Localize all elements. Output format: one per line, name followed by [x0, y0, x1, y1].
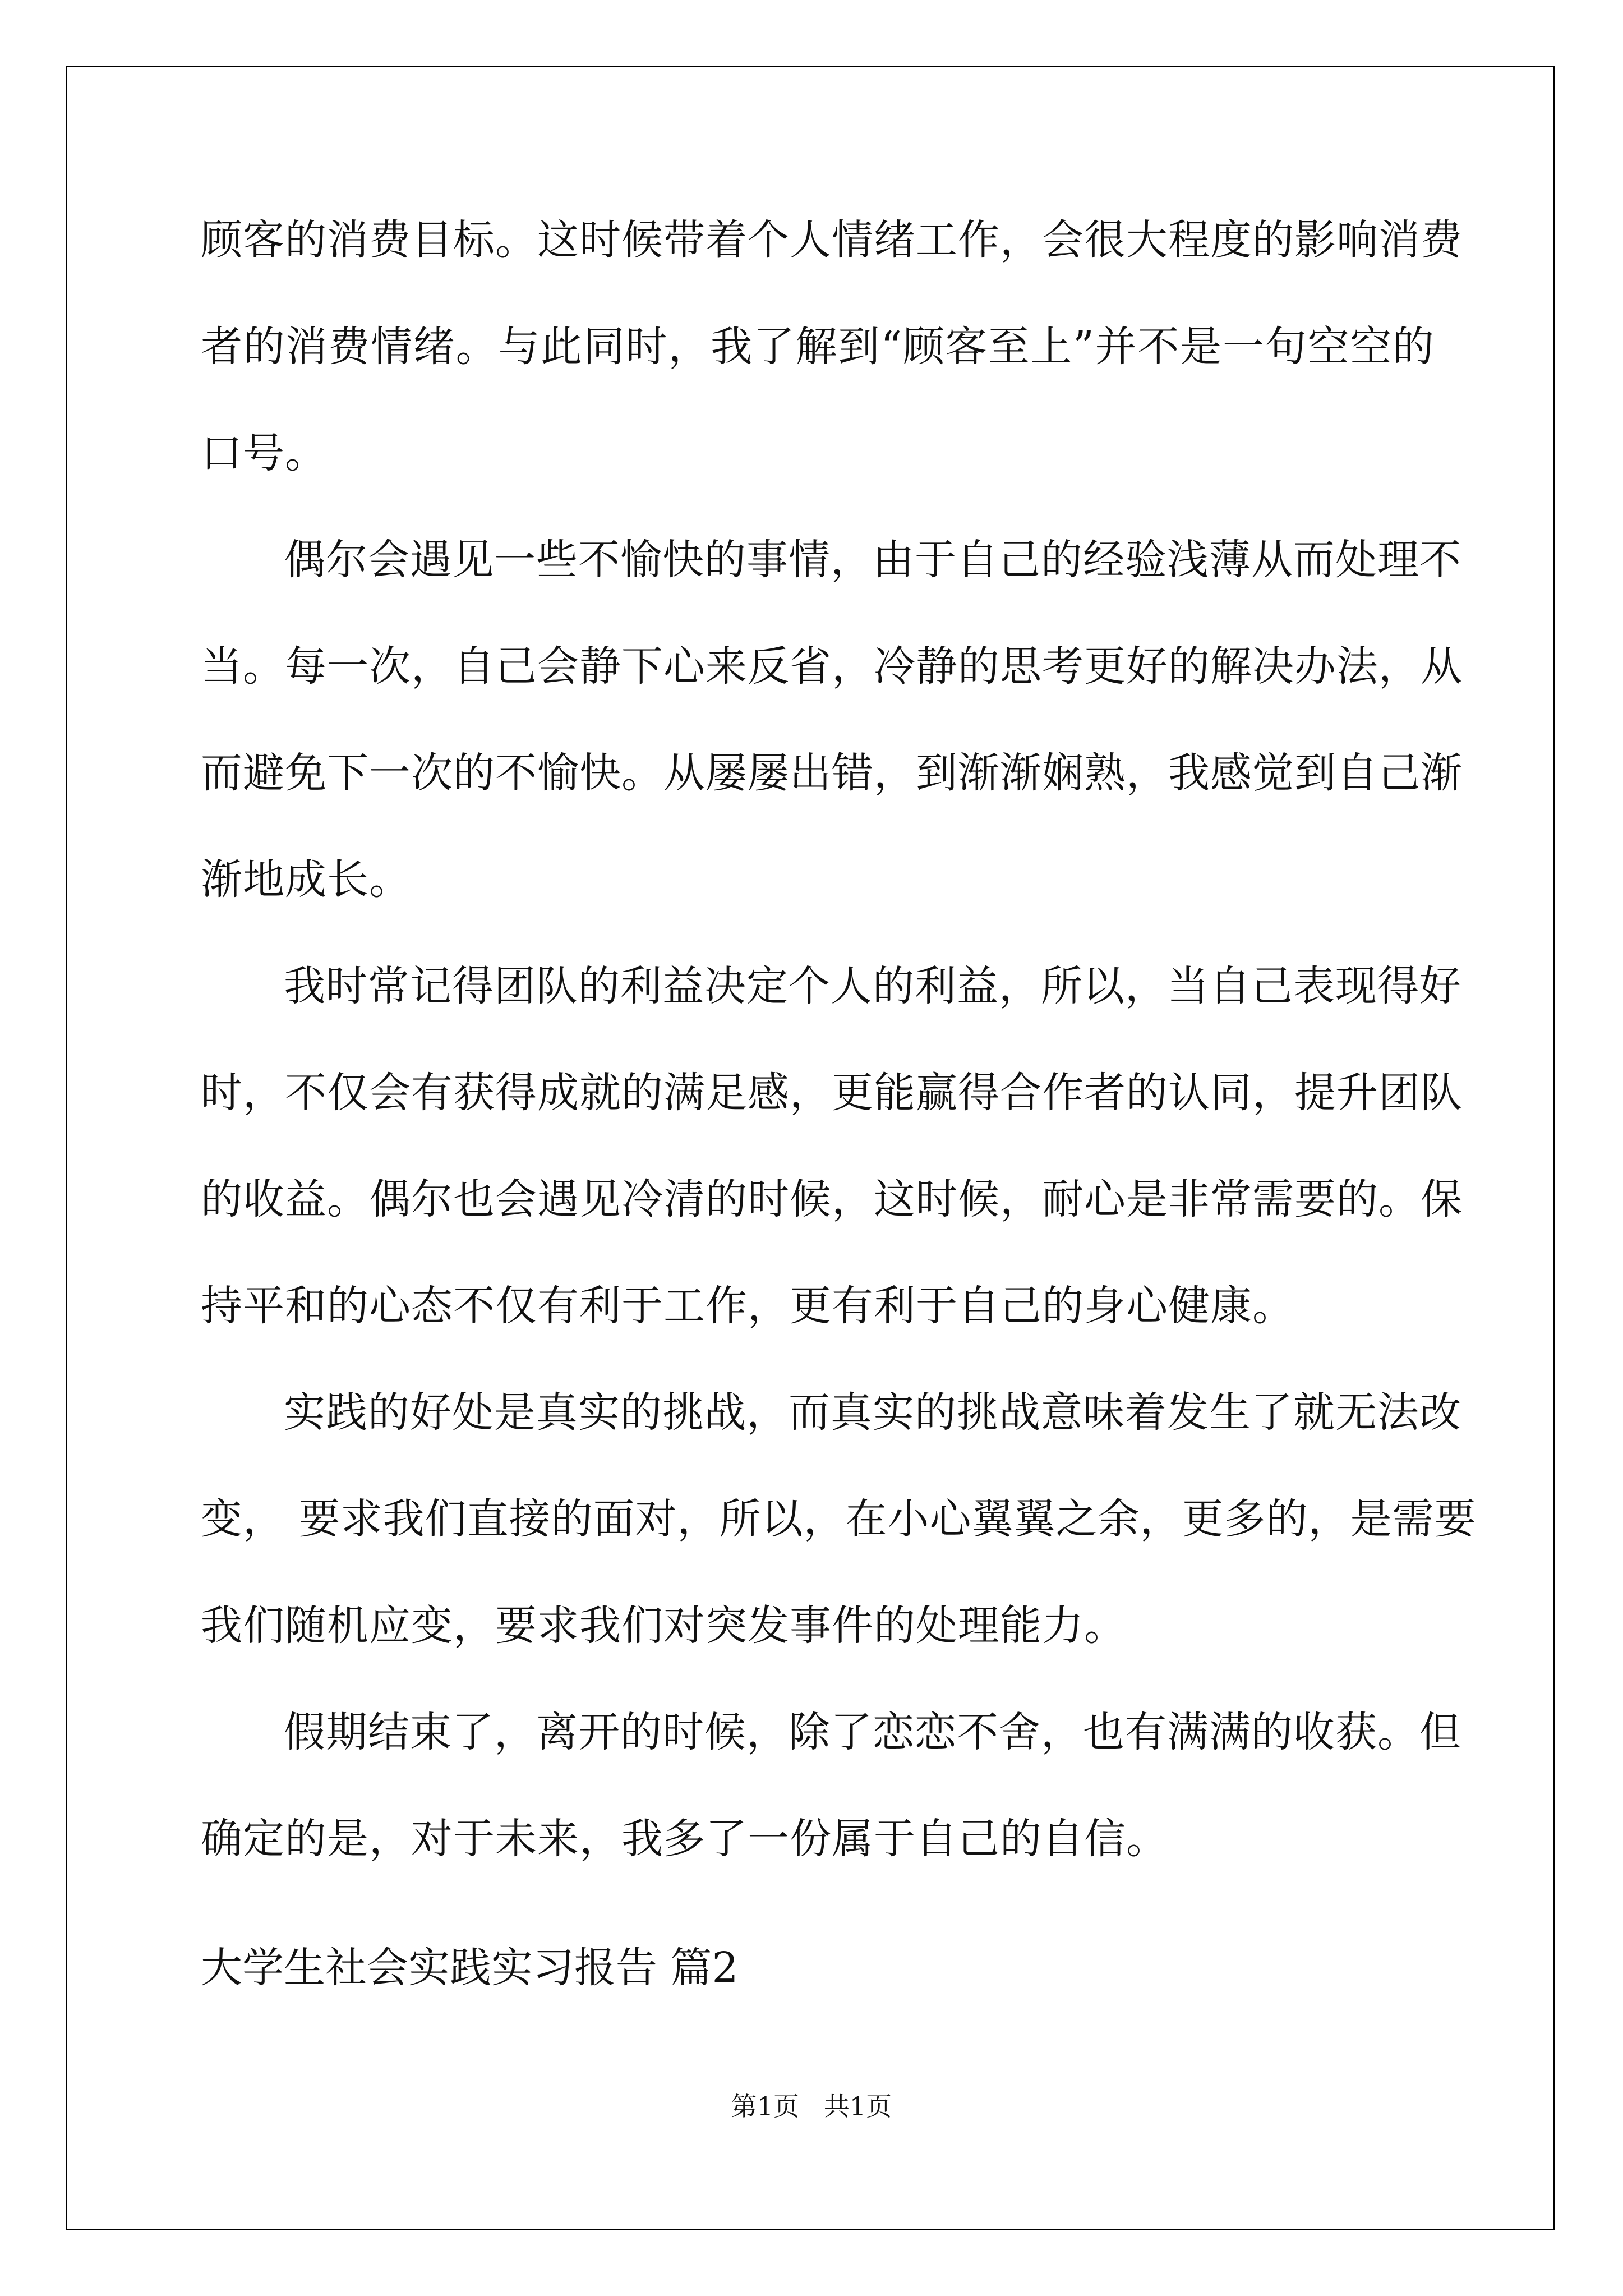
text-line: 持平和的心态不仅有利于工作，更有利于自己的身心健康。 — [201, 1282, 1294, 1330]
text-line: 当。每一次，自己会静下心来反省，冷静的思考更好的解决办法，从 — [201, 642, 1463, 691]
text-line: 变， 要求我们直接的面对，所以，在小心翼翼之余，更多的，是需要 — [201, 1495, 1477, 1543]
text-line: 实践的好处是真实的挑战，而真实的挑战意味着发生了就无法改 — [284, 1388, 1461, 1437]
text-line: 者的消费情绪。与此同时，我了解到“顾客至上”并不是一句空空的 — [201, 323, 1435, 371]
text-line: 确定的是，对于未来，我多了一份属于自己的自信。 — [201, 1815, 1168, 1863]
text-line: 顾客的消费目标。这时候带着个人情绪工作，会很大程度的影响消费 — [201, 216, 1463, 264]
text-line: 我们随机应变，要求我们对突发事件的处理能力。 — [201, 1602, 1126, 1650]
text-line: 渐地成长。 — [201, 855, 411, 904]
section-heading: 大学生社会实践实习报告 篇2 — [201, 1944, 739, 1992]
text-line: 假期结束了，离开的时候，除了恋恋不舍，也有满满的收获。但 — [284, 1708, 1461, 1756]
text-line: 偶尔会遇见一些不愉快的事情，由于自己的经验浅薄从而处理不 — [284, 536, 1461, 584]
text-line: 口号。 — [201, 429, 327, 477]
page-footer: 第1页 共1页 — [731, 2091, 892, 2122]
page-border — [66, 66, 1555, 2230]
text-line: 而避免下一次的不愉快。从屡屡出错，到渐渐娴熟，我感觉到自己渐 — [201, 749, 1463, 797]
text-line: 时，不仅会有获得成就的满足感，更能赢得合作者的认同，提升团队 — [201, 1069, 1463, 1117]
text-line: 的收益。偶尔也会遇见冷清的时候，这时候，耐心是非常需要的。保 — [201, 1175, 1463, 1223]
text-line: 我时常记得团队的利益决定个人的利益，所以，当自己表现得好 — [284, 962, 1461, 1010]
